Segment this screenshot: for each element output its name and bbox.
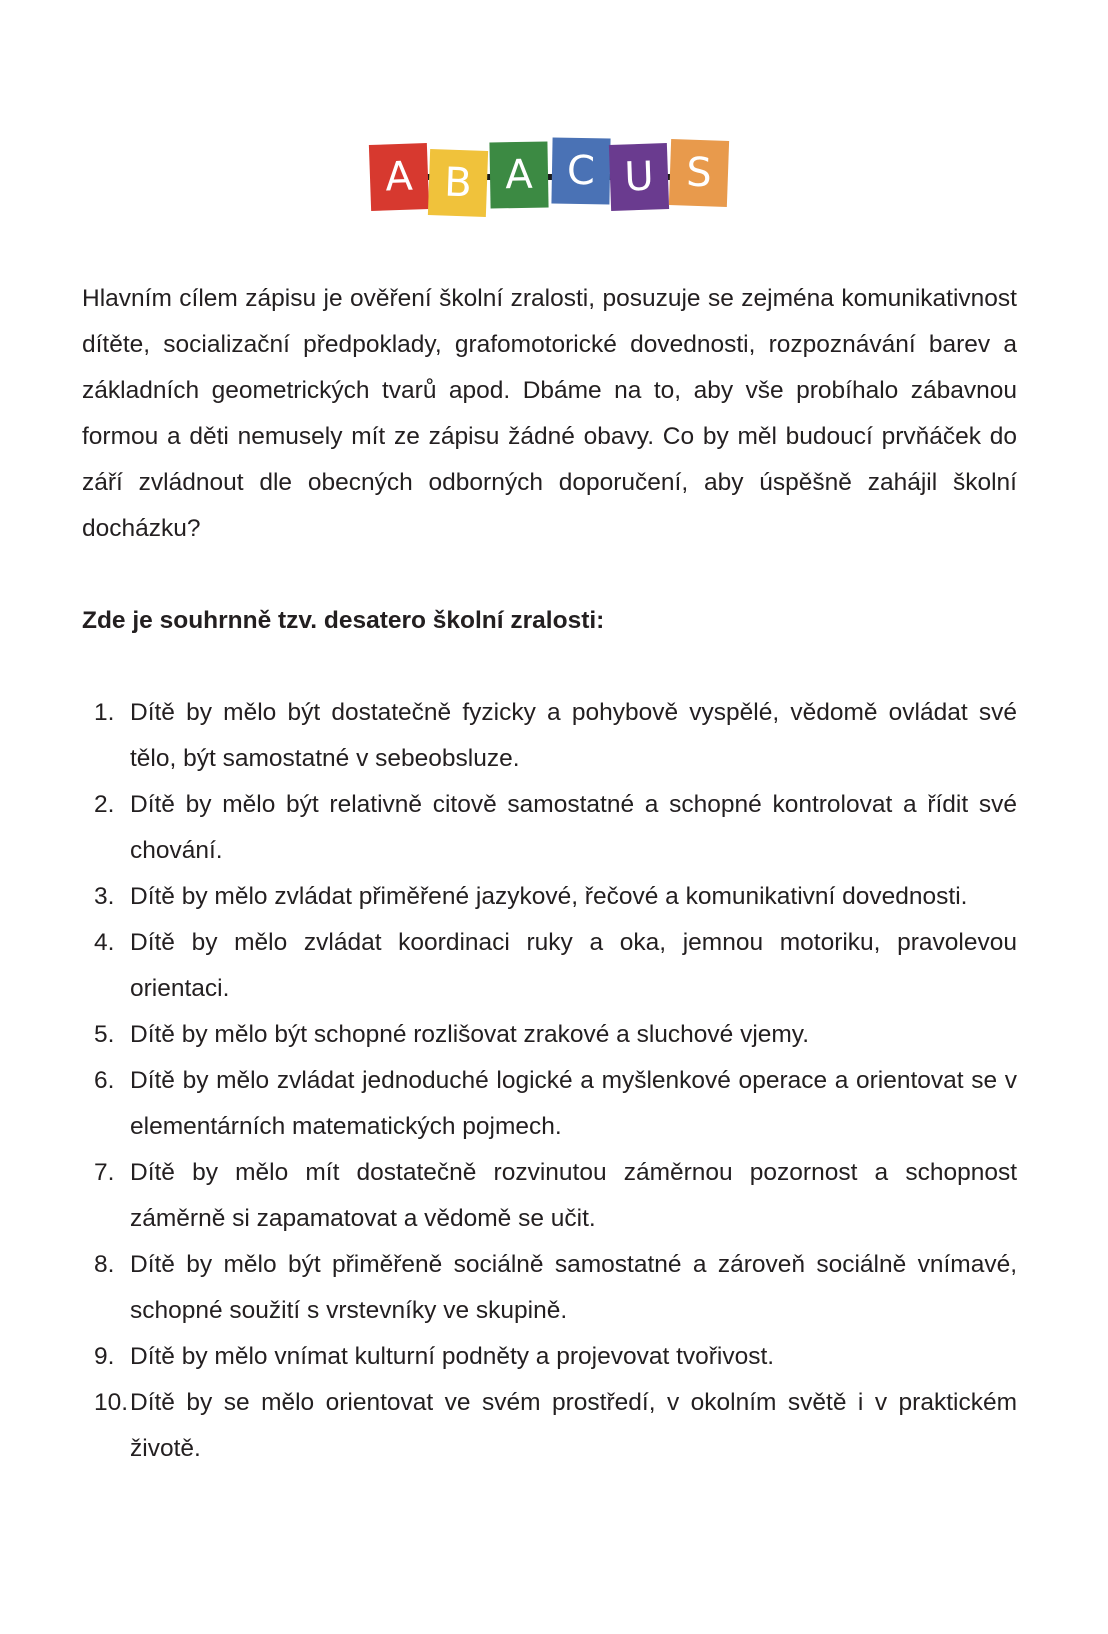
logo-tile-a2: A (489, 141, 548, 208)
list-item (82, 1242, 1017, 1334)
list-item (82, 1380, 1017, 1472)
list-item-number: 2. (94, 791, 115, 818)
list-item (82, 874, 1017, 920)
list-item-text: Dítě by mělo být schopné rozlišovat zrakové a sluchové vjemy. (130, 1021, 810, 1048)
logo-tile-c: C (551, 137, 610, 204)
list-item-number: 7. (94, 1159, 115, 1186)
list-item (82, 1150, 1017, 1242)
list-item (82, 1334, 1017, 1380)
logo-tile-s: S (669, 139, 729, 207)
abacus-logo (370, 138, 735, 218)
list-item-text: Dítě by mělo vnímat kulturní podněty a projevovat tvořivost. (130, 1343, 775, 1370)
readiness-list (82, 690, 1017, 1472)
logo-tile-u: U (609, 143, 669, 211)
list-item (82, 690, 1017, 782)
list-heading: Zde je souhrnně tzv. desatero školní zralosti: (82, 607, 605, 634)
list-item-number: 1. (94, 699, 115, 726)
list-item-number: 8. (94, 1251, 115, 1278)
list-item-number: 4. (94, 929, 115, 956)
list-item-text: Dítě by mělo být dostatečně fyzicky a pohybově vyspělé, vědomě ovládat své tělo, být samostatné v sebeobsluze. (130, 699, 1017, 772)
intro-paragraph: Hlavním cílem zápisu je ověření školní zralosti, posuzuje se zejména komunikativnost dítěte, socializační předpoklady, grafomotorické dovednosti, rozpoznávání barev a základních geometrických tvarů apod. Dbáme na to, aby vše probíhalo zábavnou formou a děti nemusely mít ze zápisu žádné obavy. Co by měl budoucí prvňáček do září zvládnout dle obecných odborných doporučení, aby úspěšně zahájil školní docházku? (82, 285, 1017, 542)
list-item-number: 3. (94, 883, 115, 910)
list-item-text: Dítě by mělo být přiměřeně sociálně samostatné a zároveň sociálně vnímavé, schopné soužití s vrstevníky ve skupině. (130, 1251, 1017, 1324)
list-item (82, 920, 1017, 1012)
list-item-number: 6. (94, 1067, 115, 1094)
list-item-text: Dítě by mělo zvládat koordinaci ruky a oka, jemnou motoriku, pravolevou orientaci. (130, 929, 1017, 1002)
logo-tile-b: B (428, 149, 488, 217)
list-item-text: Dítě by mělo zvládat přiměřené jazykové, řečové a komunikativní dovednosti. (130, 883, 968, 910)
list-item-text: Dítě by mělo být relativně citově samostatné a schopné kontrolovat a řídit své chování. (130, 791, 1017, 864)
list-item-number: 9. (94, 1343, 115, 1370)
list-item (82, 782, 1017, 874)
list-item-text: Dítě by se mělo orientovat ve svém prostředí, v okolním světě i v praktickém životě. (130, 1389, 1017, 1462)
list-item (82, 1058, 1017, 1150)
logo-tile-a: A (369, 143, 429, 211)
list-item-text: Dítě by mělo zvládat jednoduché logické a myšlenkové operace a orientovat se v elementárních matematických pojmech. (130, 1067, 1017, 1140)
list-item-number: 5. (94, 1021, 115, 1048)
list-item-number: 10. (94, 1389, 129, 1416)
list-item-text: Dítě by mělo mít dostatečně rozvinutou záměrnou pozornost a schopnost záměrně si zapamatovat a vědomě se učit. (130, 1159, 1017, 1232)
list-item (82, 1012, 1017, 1058)
